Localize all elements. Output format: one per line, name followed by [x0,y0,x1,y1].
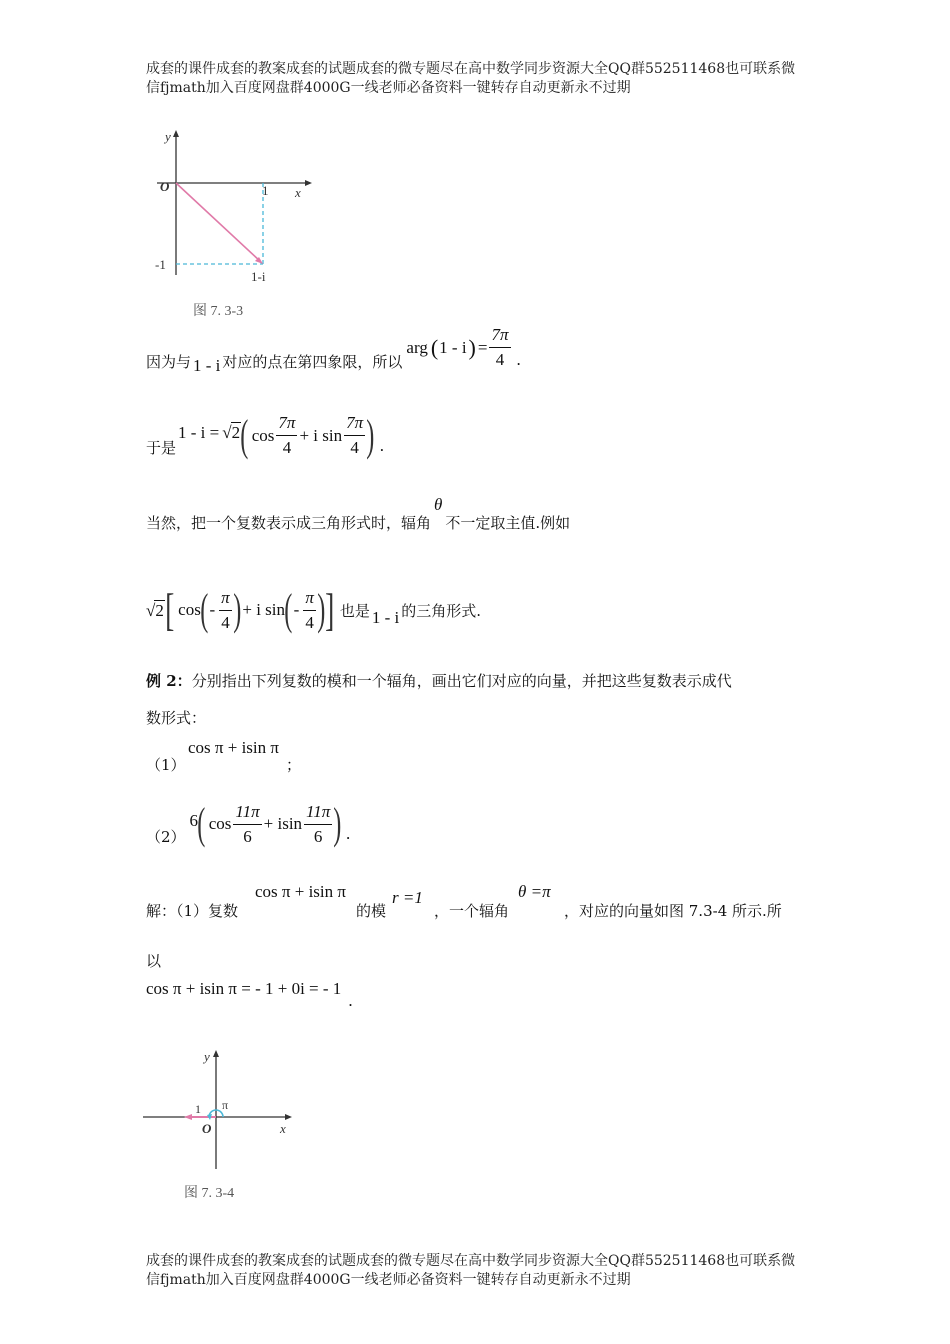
x-axis-arrow [305,180,312,186]
y-axis-arrow [173,130,179,137]
x-axis-label: x [280,1121,286,1136]
paragraph-example-form [146,580,481,640]
para3-before: 当然，把一个复数表示成三角形式时，辐角 [146,514,432,532]
para4-minus-2: - [293,600,300,619]
figure-7-3-3 [145,125,315,325]
pi-label: π [222,1098,229,1112]
x-axis-arrow [285,1114,292,1120]
figure-1-caption: 图 7. 3-3 [193,304,244,319]
para4-frac-1 [219,588,232,633]
arg-fraction-den: 4 [495,350,505,369]
solution-r: r =1 [392,888,423,907]
para2-cos: cos [251,425,275,445]
para2-frac-2-num: 7π [344,413,365,436]
arg-fraction [489,325,510,370]
para2-end: . [379,435,385,455]
para4-paren-open-1: ( [200,585,209,634]
para2-plus-isin: + i sin [299,425,343,445]
para1-arg-expression [406,325,520,370]
para4-paren-close-2: ) [317,585,326,634]
figure-7-3-4 [140,1045,310,1210]
para2-expression [178,410,385,460]
origin-label: O [160,179,170,194]
solution-after: ，对应的向量如图 7.3-4 所示.所 [564,902,782,920]
para4-paren-close-1: ) [233,585,242,634]
arg-equals: = [477,337,488,357]
para4-cos: cos [178,600,201,619]
para4-frac-1-den: 4 [221,612,230,632]
paragraph-trig-form [146,408,384,463]
item-2-frac-2 [304,802,332,847]
solution-result-end: . [348,991,353,1010]
item-2-paren-open: ( [197,799,206,848]
para3-after: 不一定取主值.例如 [445,514,571,532]
para2-before: 于是 [146,439,177,457]
arg-paren-open: ( [430,334,439,360]
item-2-frac-1 [233,802,261,847]
footer-line-2: 信fjmath加入百度网盘群4000G一线老师必备资料一键转存自动更新永不过期 [146,1272,631,1288]
header-line-2: 信fjmath加入百度网盘群4000G一线老师必备资料一键转存自动更新永不过期 [146,80,631,96]
para4-frac-1-num: π [219,588,232,611]
para4-bracket-open: [ [164,584,175,635]
page-header [146,60,826,98]
para2-paren-close: ) [366,410,375,460]
item-2-frac-1-den: 6 [243,826,252,846]
solution-label: 解：（1）复数 [146,902,239,920]
solution-result [146,979,353,1010]
example-2-text-1: 分别指出下列复数的模和一个辐角，画出它们对应的向量，并把这些复数表示成代 [191,672,732,690]
y-axis-label: y [204,1049,210,1064]
point-label: 1-i [251,269,266,284]
item-1-label: （1） [146,756,186,774]
para4-minus-1: - [209,600,216,619]
solution-modulus-text: 的模 [356,902,387,920]
example-2-label: 例 2 [146,672,177,690]
arg-fraction-num: 7π [489,325,510,348]
solution-line-2: 以 [146,952,162,970]
para4-frac-2 [303,588,316,633]
vector-arrowhead [184,1114,192,1120]
para3-theta: θ [434,495,443,514]
figure-1-svg [145,125,315,325]
item-2-frac-2-num: 11π [304,802,332,825]
para1-z: 1 - i [193,356,221,375]
page-footer [146,1252,826,1290]
example-2-line-1 [146,670,732,691]
footer-line-1: 成套的课件成套的教案成套的试题成套的微专题尽在高中数学同步资源大全QQ群552511468也可联系微 [146,1253,796,1269]
one-label: 1 [195,1102,201,1116]
para2-sqrt: √2 [222,423,241,442]
para4-plus-isin: + i sin [242,600,286,619]
solution-r-expression [392,888,423,908]
arg-inner: 1 - i [439,337,467,357]
para2-lhs: 1 - i = [178,422,220,442]
paragraph-principal-value [146,495,571,532]
solution-line-1 [146,882,846,922]
para4-frac-2-den: 4 [305,612,314,632]
solution-theta-expression: θ =π [518,882,551,901]
x-tick-label: 1 [262,183,269,198]
para4-frac-2-num: π [303,588,316,611]
item-2-expression [189,799,351,848]
para4-after: 的三角形式. [401,601,482,620]
item-1-end: ； [286,756,302,774]
para4-also: 也是 [339,601,370,620]
item-2-cos: cos [208,814,232,833]
para4-sqrt-radicand: 2 [155,600,164,620]
para2-sqrt-radicand: 2 [231,423,241,442]
solution-comma: ，一个辐角 [434,902,510,920]
para4-bracket-close: ] [324,584,334,635]
para2-frac-2 [344,413,365,458]
example-2-line-2: 数形式： [146,709,207,727]
figure-2-caption: 图 7. 3-4 [184,1186,235,1201]
vector-1-minus-i [176,183,261,262]
para2-frac-1-num: 7π [276,413,297,436]
solution-result-expression: cos π + isin π = - 1 + 0i = - 1 [146,979,342,998]
para1-before: 因为与 [146,353,192,371]
solution-expression: cos π + isin π [255,882,346,901]
y-tick-label: -1 [155,257,166,272]
arg-paren-close: ) [468,334,476,360]
para4-paren-open-2: ( [284,585,293,634]
header-line-1: 成套的课件成套的教案成套的试题成套的微专题尽在高中数学同步资源大全QQ群552511468也可联系微 [146,61,796,77]
para2-frac-1-den: 4 [282,438,292,457]
item-2-frac-2-den: 6 [313,826,323,846]
y-axis-arrow [213,1050,219,1057]
para1-middle: 对应的点在第四象限，所以 [222,353,403,371]
y-axis-label: y [165,129,171,144]
para1-end: . [516,349,521,369]
item-1-expression: cos π + isin π [188,738,279,757]
item-2-paren-close: ) [333,799,342,848]
item-2 [146,796,350,852]
item-2-plus-isin: + isin [263,814,303,833]
origin-label: O [202,1121,212,1136]
example-2-colon: ： [176,672,192,690]
para4-expression [146,584,334,635]
paragraph-quadrant [146,325,521,378]
para2-paren-open: ( [240,410,249,460]
item-2-end: . [345,824,351,843]
para4-z: 1 - i [371,608,400,627]
para2-frac-1 [276,413,297,458]
item-2-frac-1-num: 11π [233,802,261,825]
para4-sqrt: √2 [146,600,164,620]
figure-2-svg [140,1045,310,1210]
item-2-label: （2） [146,827,186,846]
x-axis-label: x [295,185,301,200]
item-2-coef: 6 [189,811,199,830]
para2-frac-2-den: 4 [350,438,359,457]
arg-word: arg [406,337,428,357]
